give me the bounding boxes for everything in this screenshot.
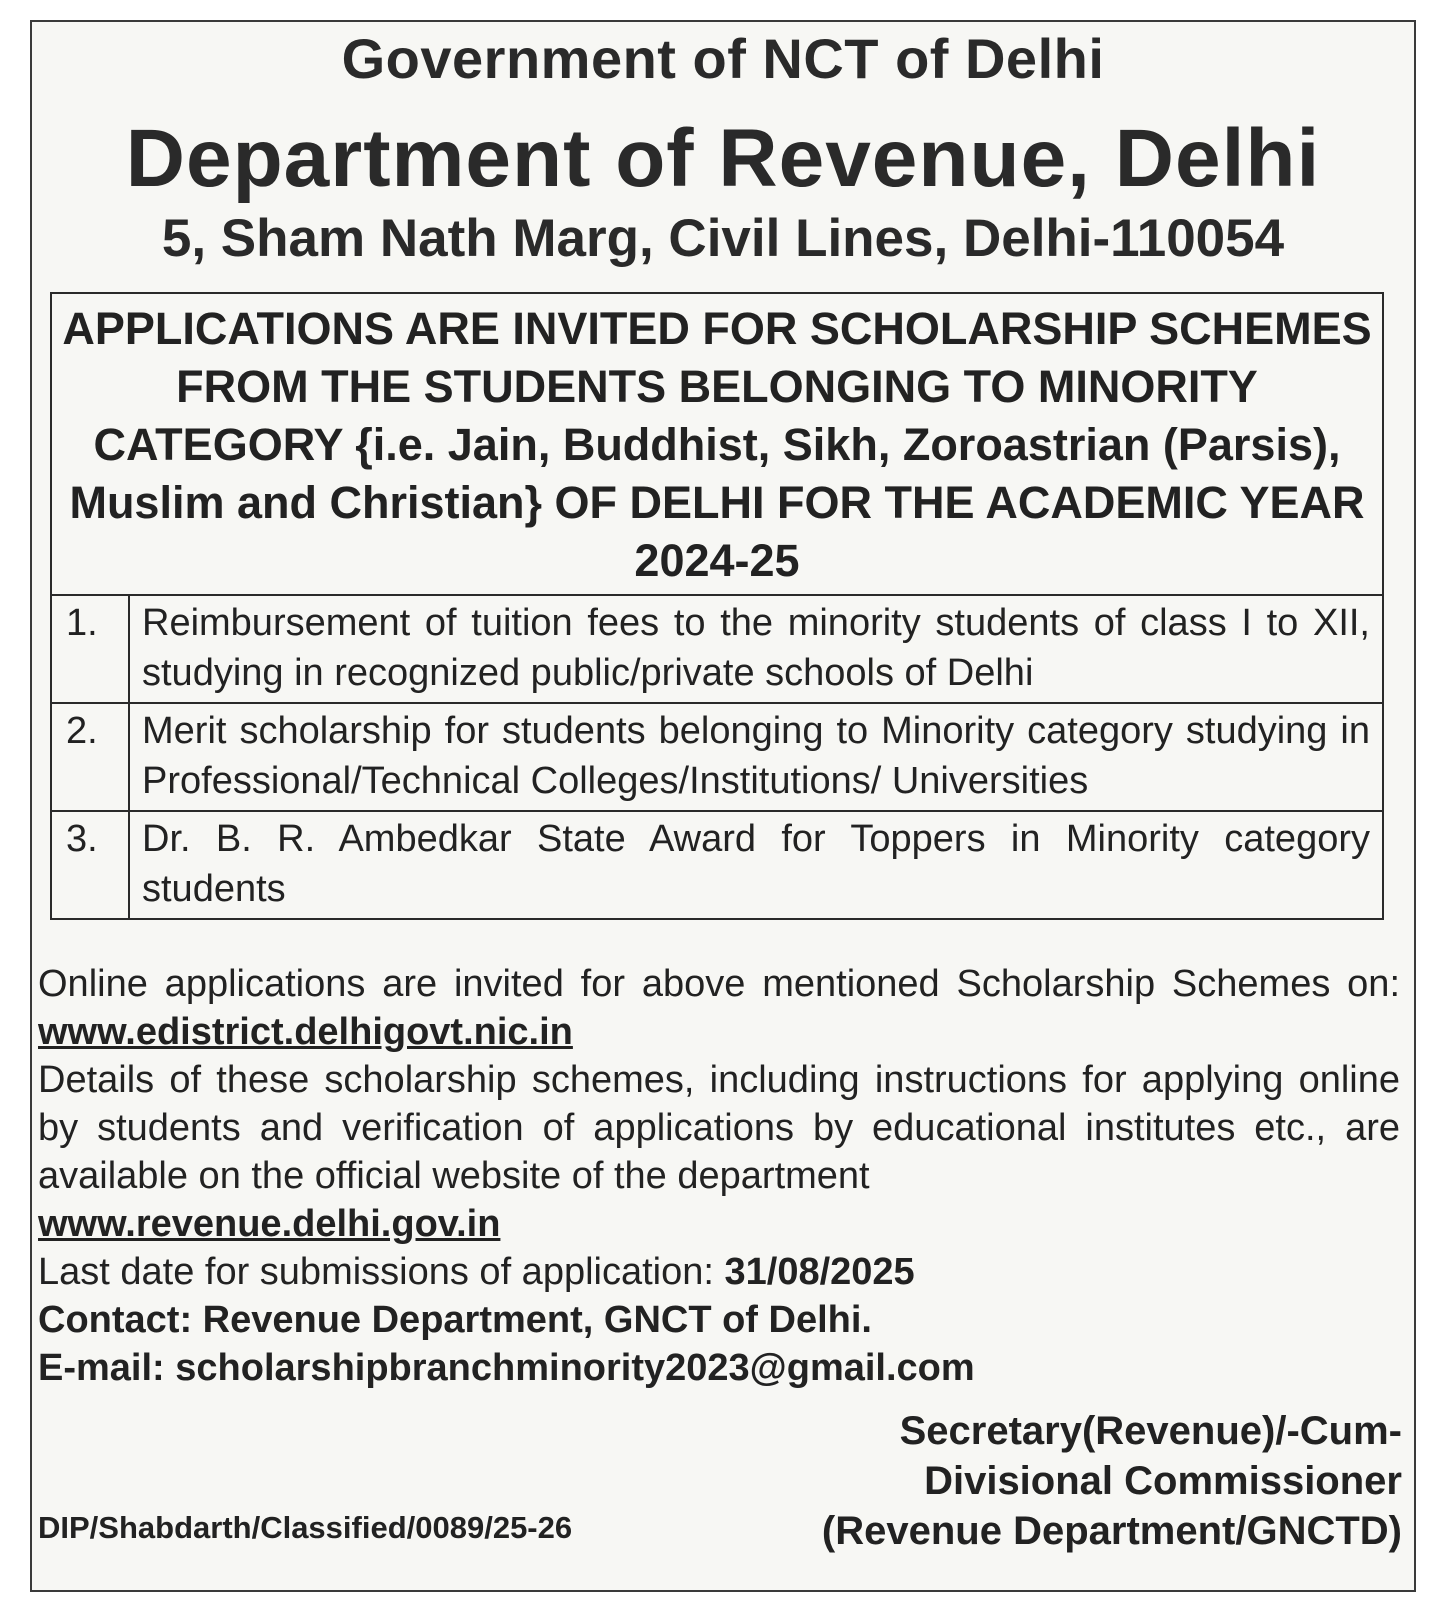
signature-line-2: Divisional Commissioner [924,1459,1402,1503]
contact-line: Contact: Revenue Department, GNCT of Delhi. [38,1299,872,1341]
details-paragraph [38,1056,1400,1248]
online-intro-text: Online applications are invited for above mentioned Scholarship Schemes on: [38,963,1400,1005]
department-address: 5, Sham Nath Marg, Civil Lines, Delhi-110054 [161,209,1285,268]
email-label: E-mail: [38,1347,165,1389]
schemes-table [52,596,1382,918]
signature-line-3: (Revenue Department/GNCTD) [821,1509,1402,1553]
last-date-line [38,1248,1400,1296]
notice-heading: APPLICATIONS ARE INVITED FOR SCHOLARSHIP SCHEMES FROM THE STUDENTS BELONGING TO MINORITY CATEGORY {i.e. Jain, Buddhist, Sikh, Zoroastrian (Parsis), Muslim and Christian} OF DELHI FOR THE ACADEMIC YEAR 2024-25 [52,294,1382,596]
scheme-row [52,811,1382,918]
details-text: Details of these scholarship schemes, including instructions for applying online by students and verification of applications by educational institutes etc., are available on the official website of the department [38,1059,1400,1197]
reference-number: DIP/Shabdarth/Classified/0089/25-26 [38,1510,573,1545]
online-applications-paragraph [38,960,1400,1056]
email-address[interactable]: scholarshipbranchminority2023@gmail.com [175,1347,975,1389]
scheme-description: Reimbursement of tuition fees to the minority students of class I to XII, studying in recognized public/private schools of Delhi [142,602,1370,694]
scheme-row [52,703,1382,811]
last-date-value: 31/08/2025 [724,1251,915,1293]
signature-block [822,1406,1402,1556]
scheme-description: Dr. B. R. Ambedkar State Award for Toppers in Minority category students [129,811,1382,918]
government-title: Government of NCT of Delhi [341,27,1105,90]
last-date-label: Last date for submissions of application: [38,1251,714,1293]
scheme-number: 1. [52,596,129,703]
scheme-description: Merit scholarship for students belonging to Minority category studying in Professional/Technical Colleges/Institutions/ Universities [129,703,1382,811]
scholarship-notice-box [50,292,1384,920]
notice-body [38,960,1400,1392]
scheme-row [52,596,1382,703]
scheme-number: 2. [52,703,129,811]
email-line [38,1344,1400,1392]
revenue-website-link[interactable]: www.revenue.delhi.gov.in [38,1203,501,1245]
signature-line-1: Secretary(Revenue)/-Cum- [899,1409,1402,1453]
edistrict-link[interactable]: www.edistrict.delhigovt.nic.in [38,1011,573,1053]
department-title: Department of Revenue, Delhi [125,113,1321,204]
scheme-number: 3. [52,811,129,918]
notice-page [30,20,1416,1592]
